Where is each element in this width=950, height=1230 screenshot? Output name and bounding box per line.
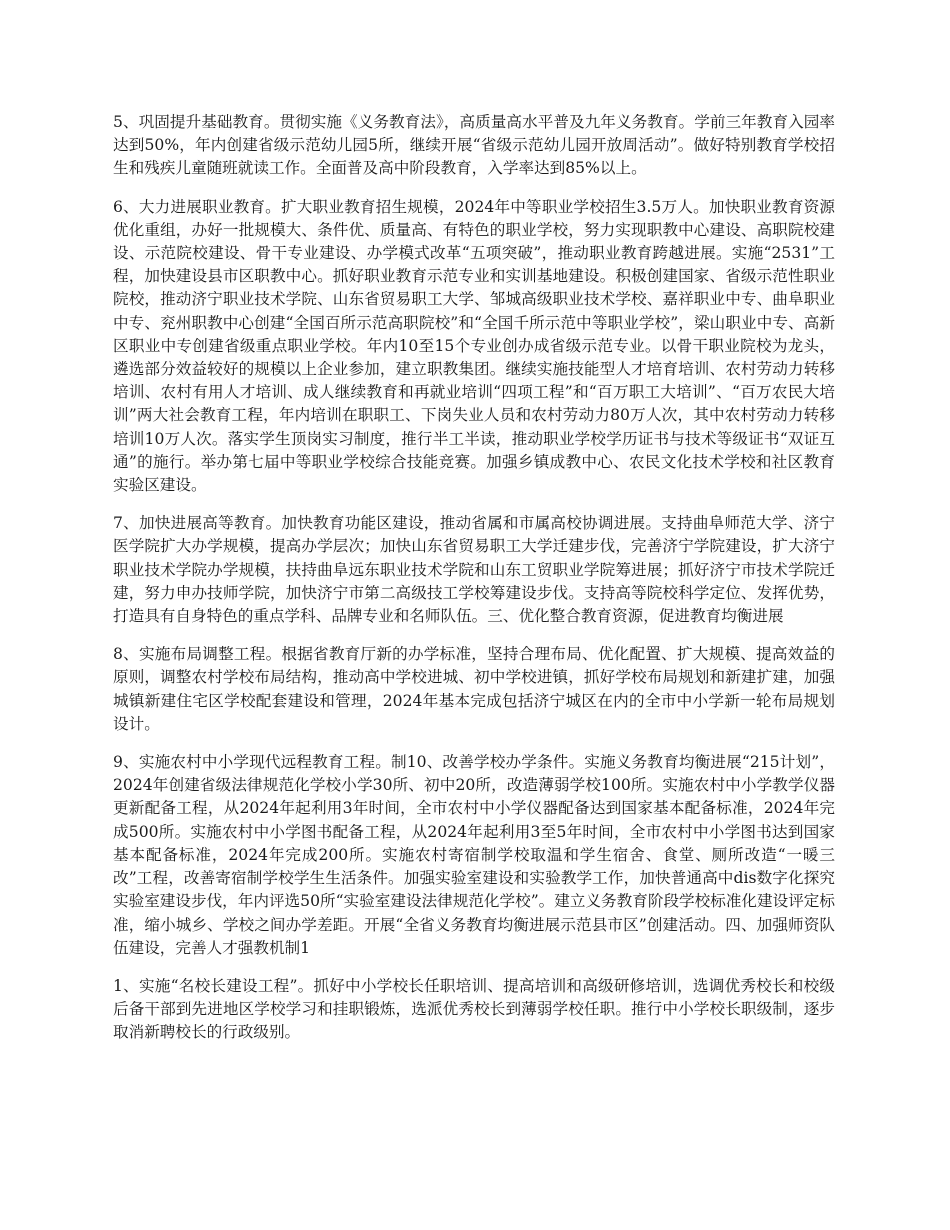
paragraph-basic-education: 5、巩固提升基础教育。贯彻实施《义务教育法》，高质量高水平普及九年义务教育。学前三年教育入园率达到50%，年内创建省级示范幼儿园5所，继续开展“省级示范幼儿园开放周活动”。做好特别教育学校招生和残疾儿童随班就读工作。全面普及高中阶段教育，入学率达到85%以上。 — [113, 113, 835, 178]
paragraph-layout-adjustment: 8、实施布局调整工程。根据省教育厅新的办学标准，坚持合理布局、优化配置、扩大规模、提高效益的原则，调整农村学校布局结构，推动高中学校进城、初中学校进镇，抓好学校布局规划和新建扩建，加强城镇新建住宅区学校配套建设和管理，2024年基本完成包括济宁城区在内的全市中小学新一轮布局规划设计。 — [113, 645, 835, 733]
paragraph-vocational-education: 6、大力进展职业教育。扩大职业教育招生规模，2024年中等职业学校招生3.5万人。加快职业教育资源优化重组，办好一批规模大、条件优、质量高、有特色的职业学校，努力实现职教中心建设、高职院校建设、示范院校建设、骨干专业建设、办学模式改革“五项突破”，推动职业教育跨越进展。实施“2531”工程，加快建设县市区职教中心。抓好职业教育示范专业和实训基地建设。积极创建国家、省级示范性职业院校，推动济宁职业技术学院、山东省贸易职工大学、邹城高级职业技术学校、嘉祥职业中专、曲阜职业中专、兖州职教中心创建“全国百所示范高职院校”和“全国千所示范中等职业学校”，梁山职业中专、高新区职业中专创建省级重点职业学校。年内10至15个专业创办成省级示范专业。以骨干职业院校为龙头，遴选部分效益较好的规模以上企业参加，建立职教集团。继续实施技能型人才培育培训、农村劳动力转移培训、农村有用人才培训、成人继续教育和再就业培训“四项工程”和“百万职工大培训”、“百万农民大培训”两大社会教育工程，年内培训在职职工、下岗失业人员和农村劳动力80万人次，其中农村劳动力转移培训10万人次。落实学生顶岗实习制度，推行半工半读，推动职业学校学历证书与技术等级证书“双证互通”的施行。举办第七届中等职业学校综合技能竞赛。加强乡镇成教中心、农民文化技术学校和社区教育实验区建设。 — [113, 197, 835, 495]
paragraph-remote-education: 9、实施农村中小学现代远程教育工程。制10、改善学校办学条件。实施义务教育均衡进展“215计划”，2024年创建省级法律规范化学校小学30所、初中20所，改造薄弱学校100所。实施农村中小学教学仪器更新配备工程，从2024年起利用3年时间，全市农村中小学仪器配备达到国家基本配备标准，2024年完成500所。实施农村中小学图书配备工程，从2024年起利用3至5年时间，全市农村中小学图书达到国家基本配备标准，2024年完成200所。实施农村寄宿制学校取温和学生宿舍、食堂、厕所改造“一暖三改”工程，改善寄宿制学校学生生活条件。加强实验室建设和实验教学工作，加快普通高中dis数字化探究实验室建设步伐，年内评选50所“实验室建设法律规范化学校”。建立义务教育阶段学校标准化建设评定标准，缩小城乡、学校之间办学差距。开展“全省义务教育均衡进展示范县市区”创建活动。四、加强师资队伍建设，完善人才强教机制1 — [113, 753, 835, 957]
paragraph-higher-education: 7、加快进展高等教育。加快教育功能区建设，推动省属和市属高校协调进展。支持曲阜师范大学、济宁医学院扩大办学规模，提高办学层次；加快山东省贸易职工大学迁建步伐，完善济宁学院建设，扩大济宁职业技术学院办学规模，扶持曲阜远东职业技术学院和山东工贸职业学院筹进展；抓好济宁市技术学院迁建，努力申办技师学院，加快济宁市第二高级技工学校筹建设步伐。支持高等院校科学定位、发挥优势，打造具有自身特色的重点学科、品牌专业和名师队伍。三、优化整合教育资源，促进教育均衡进展 — [113, 514, 835, 626]
paragraph-principal-project: 1、实施“名校长建设工程”。抓好中小学校长任职培训、提高培训和高级研修培训，选调优秀校长和校级后备干部到先进地区学校学习和挂职锻炼，选派优秀校长到薄弱学校任职。推行中小学校长职级制，逐步取消新聘校长的行政级别。 — [113, 976, 835, 1042]
document-body — [113, 111, 835, 1060]
